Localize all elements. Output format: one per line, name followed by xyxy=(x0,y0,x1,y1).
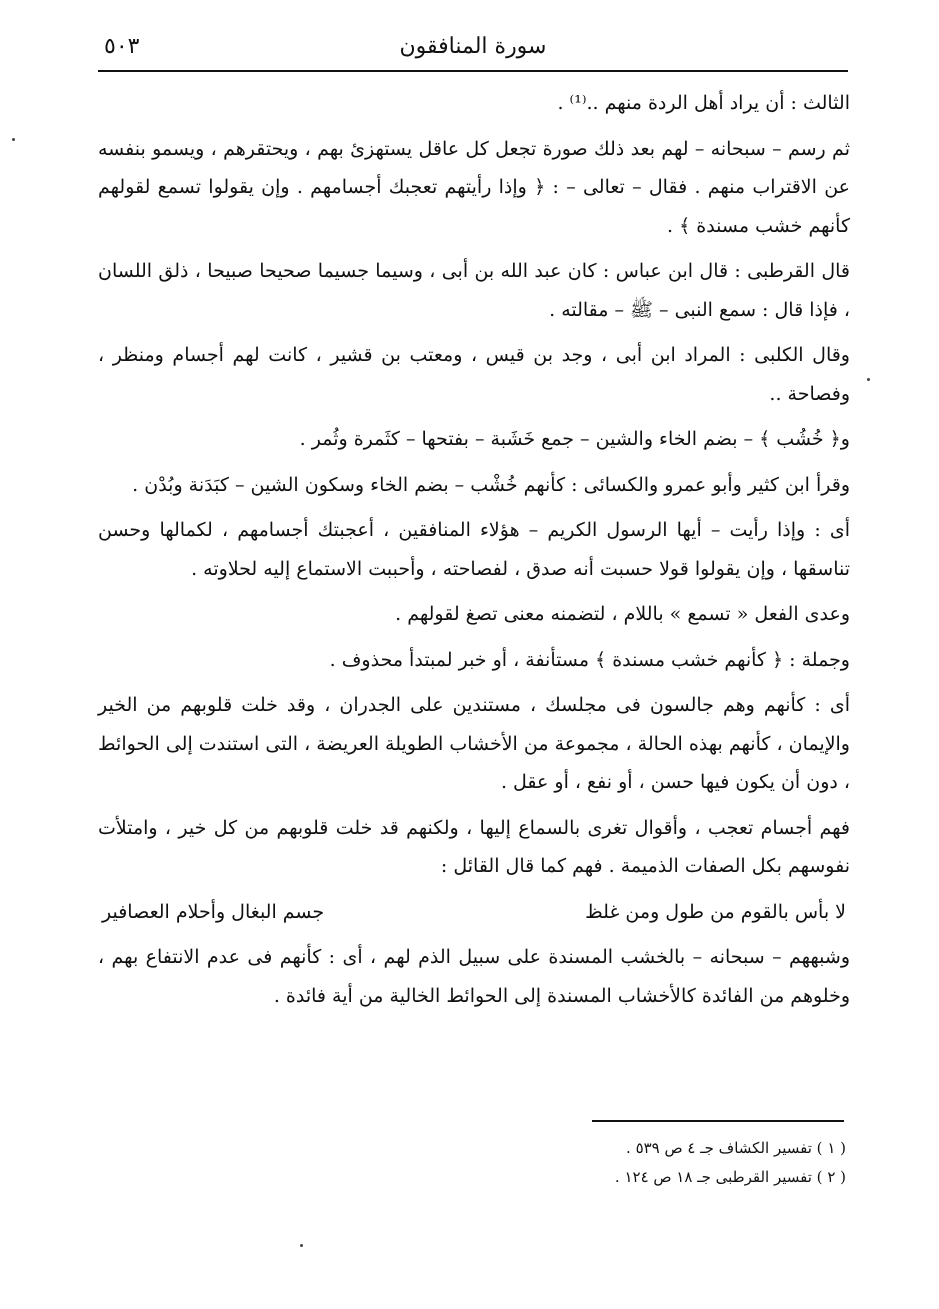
paragraph-5: و﴿ خُشُب ﴾ – بضم الخاء والشين – جمع خَشَبة – بفتحها – كثَمرة وثُمر . xyxy=(299,428,850,450)
page-header xyxy=(98,28,848,68)
paragraph-6: وقرأ ابن كثير وأبو عمرو والكسائى : كأنهم خُشْب – بضم الخاء وسكون الشين – كبَدَنة وبُدْن . xyxy=(132,473,850,496)
paragraph-1: الثالث : أن يراد أهل الردة منهم ..⁽¹⁾ . xyxy=(557,92,850,114)
footnote-1: ( ١ ) تفسير الكشاف جـ ٤ ص ٥٣٩ . xyxy=(626,1139,846,1157)
header-divider xyxy=(98,70,848,72)
paragraph-7: أى : وإذا رأيت – أيها الرسول الكريم – هؤلاء المنافقين ، أعجبتك أجسامهم ، لكمالها وحسن تناسقها ، وإن يقولوا قولا حسبت أنه صدق ، لفصاحته ، وأحببت الاستماع إليه لحلاوته . xyxy=(98,519,850,580)
paragraph-10: أى : كأنهم وهم جالسون فى مجلسك ، مستندين على الجدران ، وقد خلت قلوبهم من الخير والإيمان ، كأنهم بهذه الحالة ، مجموعة من الأخشاب الطويلة العريضة ، التى استندت إلى الحوائط ، دون أن يكون فيها حسن ، أو نفع ، أو عقل . xyxy=(98,694,850,793)
scan-speck xyxy=(300,1244,303,1247)
paragraph-3: قال القرطبى : قال ابن عباس : كان عبد الله بن أبى ، وسيما جسيما صحيحا صبيحا ، ذلق اللسان ، فإذا قال : سمع النبى – ﷺ – مقالته . xyxy=(98,260,850,321)
poem-second-hemistich: جسم البغال وأحلام العصافير xyxy=(102,900,325,923)
surah-title: سورة المنافقون xyxy=(399,34,547,59)
footnote-2: ( ٢ ) تفسير القرطبى جـ ١٨ ص ١٢٤ . xyxy=(614,1168,846,1186)
paragraph-9: وجملة : ﴿ كأنهم خشب مسندة ﴾ مستأنفة ، أو خبر لمبتدأ محذوف . xyxy=(329,648,850,671)
poem-first-hemistich: لا بأس بالقوم من طول ومن غلظ xyxy=(585,900,846,923)
paragraph-closing: وشبههم – سبحانه – بالخشب المسندة على سبيل الذم لهم ، أى : كأنهم فى عدم الانتفاع بهم ، وخلوهم من الفائدة كالأخشاب المسندة إلى الحوائط الخالية من أية فائدة . xyxy=(98,946,850,1007)
footnotes xyxy=(440,1134,846,1192)
footnote-divider xyxy=(592,1120,844,1122)
scan-speck xyxy=(867,378,870,381)
paragraph-2: ثم رسم – سبحانه – لهم بعد ذلك صورة تجعل كل عاقل يستهزئ بهم ، ويحتقرهم ، ويسمو بنفسه عن الاقتراب منهم . فقال – تعالى – : ﴿ وإذا رأيتهم تعجبك أجسامهم . وإن يقولوا تسمع لقولهم كأنهم خشب مسندة ﴾ . xyxy=(98,137,850,237)
paragraph-11: فهم أجسام تعجب ، وأقوال تغرى بالسماع إليها ، ولكنهم قد خلت قلوبهم من كل خير ، وامتلأت نفوسهم بكل الصفات الذميمة . فهم كما قال القائل : xyxy=(98,816,850,877)
body-text xyxy=(98,84,850,1022)
scan-speck xyxy=(12,138,15,141)
poem-verse xyxy=(98,893,850,932)
paragraph-8: وعدى الفعل « تسمع » باللام ، لتضمنه معنى تصغ لقولهم . xyxy=(395,603,850,625)
page-number: ٥٠٣ xyxy=(104,34,140,59)
paragraph-4: وقال الكلبى : المراد ابن أبى ، وجد بن قيس ، ومعتب بن قشير ، كانت لهم أجسام ومنظر ، وفصاحة .. xyxy=(98,344,850,405)
